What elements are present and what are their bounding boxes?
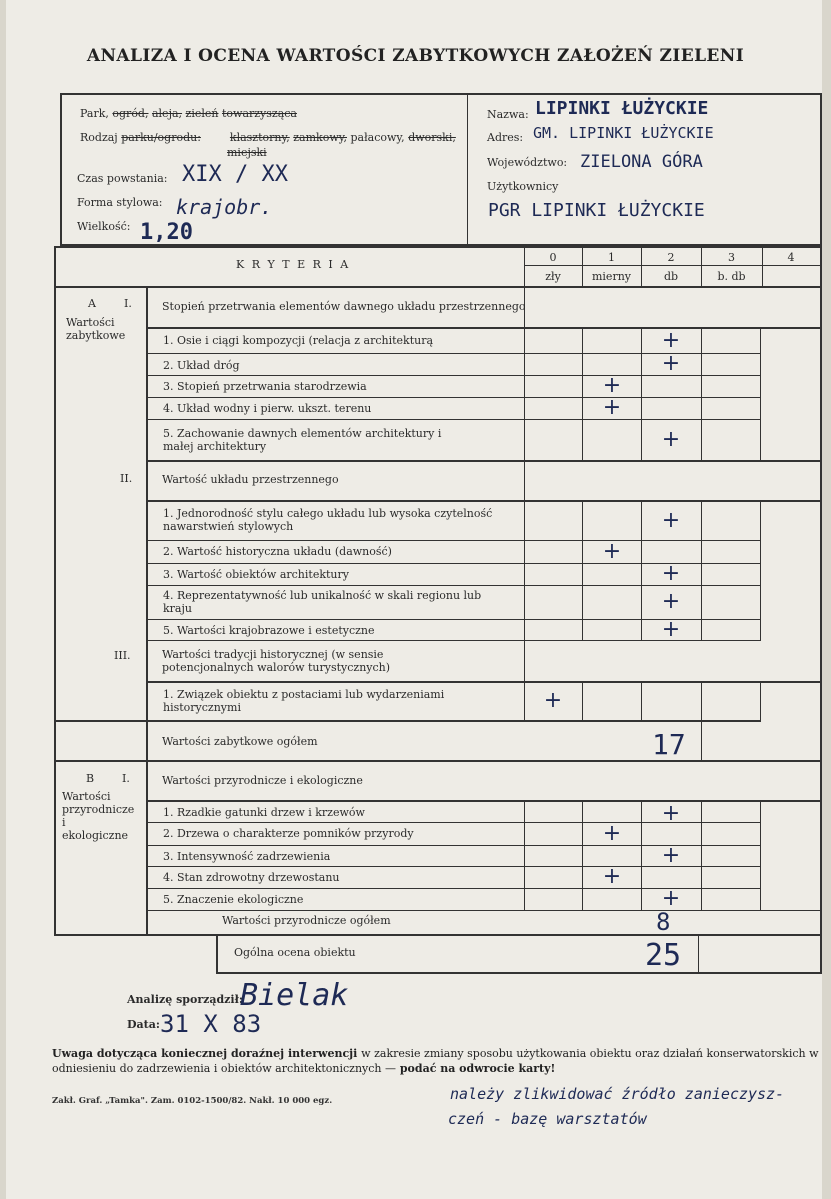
B-I-item-1: 1. Rzadkie gatunki drzew i krzewów (163, 806, 365, 819)
score-0: 0 (549, 251, 557, 264)
kryteria-label: K R Y T E R I A (236, 258, 351, 271)
sectionA-bottom (56, 760, 820, 762)
notice-text: Uwaga dotycząca koniecznej doraźnej interwencji w zakresie zmiany sposobu użytkowania obiektu oraz działań konserwatorskich w odniesieniu do zadrzewienia i obiektów architektonicznych — podać na odwrocie karty! (52, 1047, 819, 1075)
score-mark: + (543, 688, 563, 713)
nazwa-label: Nazwa: (487, 108, 529, 121)
score-mark: + (661, 351, 681, 376)
sectionB-code: B (86, 772, 95, 785)
overall-divider (698, 934, 699, 974)
A-III-title: Wartości tradycji historycznej (w sensie potencjonalnych walorów turystycznych) (162, 648, 391, 674)
A-I-item-1: 1. Osie i ciągi kompozycji (relacja z architekturą (163, 334, 434, 347)
park-line: Park, ogród, aleja, zieleń towarzysząca (80, 107, 297, 120)
header-row-divider (524, 265, 820, 266)
score-mark: + (602, 539, 622, 564)
A-total-label: Wartości zabytkowe ogółem (162, 735, 318, 748)
score-mark: + (602, 373, 622, 398)
forma-label: Forma stylowa: (77, 196, 163, 209)
sectionB-roman-I: I. (122, 772, 130, 785)
grid-B-c2 (641, 800, 642, 910)
score-mark: + (602, 864, 622, 889)
row-line (148, 910, 820, 911)
grid-A-c1 (582, 327, 583, 461)
grade-0: zły (545, 270, 561, 283)
grid-AII-c4 (760, 500, 761, 641)
score-mark: + (661, 427, 681, 452)
B-I-item-4: 4. Stan zdrowotny drzewostanu (163, 871, 340, 884)
section-line (56, 720, 760, 722)
B-I-title: Wartości przyrodnicze i ekologiczne (162, 774, 363, 787)
row-line (148, 540, 760, 541)
score-mark: + (602, 395, 622, 420)
print-footer: Zakł. Graf. „Tamka". Zam. 0102-1500/82. Nakł. 10 000 egz. (52, 1096, 333, 1106)
date-label: Data: (127, 1018, 160, 1031)
overall-value: 25 (645, 938, 682, 973)
prepared-label: Analizę sporządził: (127, 993, 243, 1006)
wojewodztwo-label: Województwo: (487, 156, 568, 169)
A-III-item-1: 1. Związek obiektu z postaciami lub wydarzeniami historycznymi (163, 688, 445, 714)
czas-label: Czas powstania: (77, 172, 168, 185)
section-line (148, 460, 820, 462)
score-1: 1 (608, 251, 615, 264)
A-II-item-4: 4. Reprezentatywność lub unikalność w skali regionu lub kraju (163, 589, 482, 615)
wielkosc-label: Wielkość: (77, 220, 131, 233)
A-II-item-3: 3. Wartość obiektów architektury (163, 568, 349, 581)
A-I-title: Stopień przetrwania elementów dawnego układu przestrzennego (162, 300, 526, 313)
B-I-item-3: 3. Intensywność zadrzewienia (163, 850, 331, 863)
score-mark: + (661, 561, 681, 586)
A-II-item-2: 2. Wartość historyczna układu (dawność) (163, 545, 392, 558)
sectionA-roman-II: II. (120, 472, 133, 485)
grid-A-c3 (701, 327, 702, 461)
A-II-title: Wartość układu przestrzennego (162, 473, 339, 486)
sectionA-code: A (88, 297, 96, 310)
score-4: 4 (787, 251, 795, 264)
A-II-item-1: 1. Jednorodność stylu całego układu lub wysoka czytelność nawarstwień stylowych (163, 507, 493, 533)
score-mark: + (661, 508, 681, 533)
row-line (148, 397, 760, 398)
rodzaj-line: Rodzaj parku/ogrodu: klasztorny, zamkowy, pałacowy, dworski, (80, 131, 456, 144)
handwritten-note-line2: czeń - bazę warsztatów (448, 1110, 647, 1128)
grid-AIII-c4 (760, 681, 761, 722)
B-total-value: 8 (656, 908, 671, 936)
category-column-line (146, 286, 148, 936)
B-I-title-line (148, 800, 820, 802)
grid-AIII-c3 (701, 681, 702, 722)
sectionA-roman-III: III. (114, 649, 131, 662)
A-II-item-5: 5. Wartości krajobrazowe i estetyczne (163, 624, 375, 637)
grade-1: mierny (591, 270, 631, 283)
czas-value: XIX / XX (182, 162, 288, 187)
score-mark: + (661, 886, 681, 911)
header-row-bottom (56, 286, 820, 288)
A-total-value: 17 (652, 728, 686, 761)
sectionA-label: Wartości zabytkowe (66, 316, 126, 342)
score-mark: + (661, 328, 681, 353)
sectionB-label: Wartości przyrodnicze i ekologiczne (62, 790, 135, 842)
page-title: ANALIZA I OCENA WARTOŚCI ZABYTKOWYCH ZAŁOŻEŃ ZIELENI (86, 46, 745, 66)
A-I-title-line (148, 327, 820, 329)
B-I-item-5: 5. Znaczenie ekologiczne (163, 893, 304, 906)
rodzaj-miejski: miejski (227, 146, 267, 159)
grid-AIII-c1 (582, 681, 583, 722)
nazwa-value: LIPINKI ŁUŻYCKIE (535, 98, 709, 119)
grid-B-c3 (701, 800, 702, 910)
A-III-title-line (148, 681, 820, 683)
score-mark: + (661, 589, 681, 614)
sectionA-roman-I: I. (124, 297, 132, 310)
score-2: 2 (667, 251, 675, 264)
wojewodztwo-value: ZIELONA GÓRA (580, 152, 703, 172)
score-mark: + (661, 843, 681, 868)
grid-AIII-c2 (641, 681, 642, 722)
handwritten-note-line1: należy zlikwidować źródło zanieczysz- (450, 1085, 785, 1103)
score-3: 3 (728, 251, 735, 264)
grade-3: b. db (717, 270, 746, 283)
col-line-0 (524, 246, 525, 722)
prepared-signature: Bielak (240, 978, 349, 1013)
A-I-item-2: 2. Układ dróg (163, 359, 240, 372)
uzytkownicy-label: Użytkownicy (487, 180, 559, 193)
A-I-item-5: 5. Zachowanie dawnych elementów architektury i małej architektury (163, 427, 442, 453)
date-value: 31 X 83 (160, 1010, 262, 1038)
grid-A-c2 (641, 327, 642, 461)
B-total-label: Wartości przyrodnicze ogółem (222, 914, 391, 927)
forma-value: krajobr. (176, 195, 273, 219)
row-line (148, 419, 760, 420)
grid-B-c1 (582, 800, 583, 910)
uzytkownicy-value: PGR LIPINKI ŁUŻYCKIE (488, 200, 705, 221)
adres-label: Adres: (487, 131, 524, 144)
A-I-item-3: 3. Stopień przetrwania starodrzewia (163, 380, 367, 393)
wielkosc-value: 1,20 (140, 220, 193, 245)
header-divider (467, 93, 468, 246)
score-mark: + (661, 801, 681, 826)
A-total-divider (701, 722, 702, 760)
score-mark: + (602, 821, 622, 846)
B-I-item-2: 2. Drzewa o charakterze pomników przyrody (163, 827, 414, 840)
A-II-title-line (148, 500, 820, 502)
grade-2: db (663, 270, 679, 283)
adres-value: GM. LIPINKI ŁUŻYCKIE (533, 124, 714, 142)
score-mark: + (661, 617, 681, 642)
grid-B-c4 (760, 800, 761, 910)
grid-A-c4 (760, 327, 761, 461)
overall-label: Ogólna ocena obiektu (234, 946, 356, 959)
A-I-item-4: 4. Układ wodny i pierw. ukszt. terenu (163, 402, 372, 415)
grid-B-c0 (524, 800, 525, 910)
